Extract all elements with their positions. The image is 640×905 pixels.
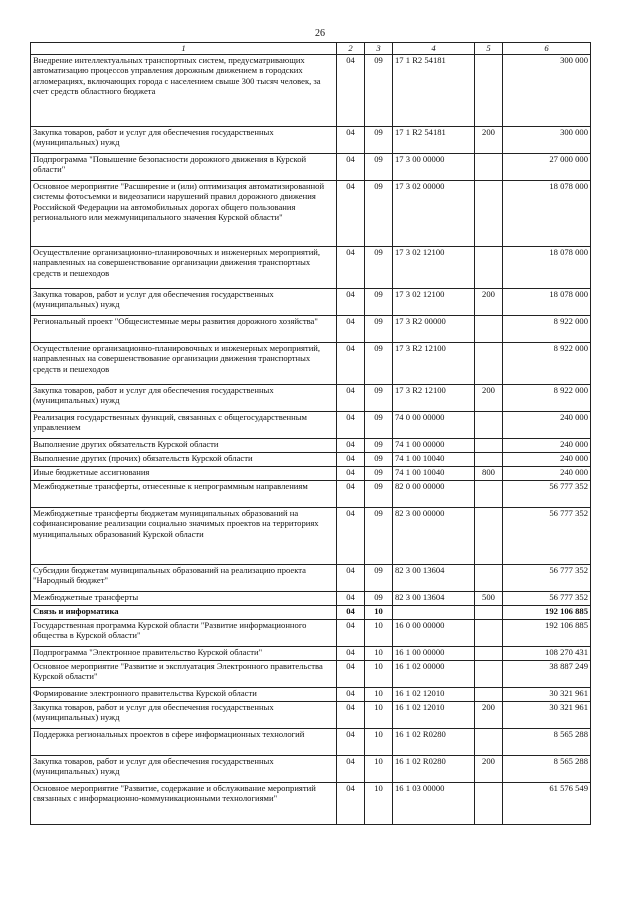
column-header: 2 (337, 43, 365, 55)
table-row (31, 508, 591, 565)
row-section: 04 (337, 453, 365, 467)
row-section: 04 (337, 508, 365, 565)
row-name: Осуществление организационно-планировочных и инженерных мероприятий, направленных на совершенствование организации движения транспортных средств и пешеходов (31, 343, 337, 385)
table-row (31, 467, 591, 481)
row-target-article: 17 1 R2 54181 (393, 127, 475, 154)
row-target-article: 16 1 02 12010 (393, 688, 475, 702)
row-amount: 18 078 000 (503, 181, 591, 247)
row-target-article: 82 3 00 13604 (393, 565, 475, 592)
row-section: 04 (337, 385, 365, 412)
row-amount: 8 922 000 (503, 343, 591, 385)
row-expense-type (475, 181, 503, 247)
row-target-article: 16 1 03 00000 (393, 783, 475, 825)
row-target-article: 16 0 00 00000 (393, 620, 475, 647)
row-target-article: 74 1 00 10040 (393, 453, 475, 467)
table-row (31, 55, 591, 127)
row-target-article: 17 3 00 00000 (393, 154, 475, 181)
row-subsection: 10 (365, 620, 393, 647)
table-row (31, 154, 591, 181)
row-section: 04 (337, 412, 365, 439)
row-name: Межбюджетные трансферты, отнесенные к непрограммным направлениям (31, 481, 337, 508)
row-name: Основное мероприятие "Развитие, содержание и обслуживание мероприятий связанных с информационно-коммуникационными технологиями" (31, 783, 337, 825)
row-name: Закупка товаров, работ и услуг для обеспечения государственных (муниципальных) нужд (31, 127, 337, 154)
row-section: 04 (337, 247, 365, 289)
row-section: 04 (337, 343, 365, 385)
row-amount: 56 777 352 (503, 508, 591, 565)
row-amount: 56 777 352 (503, 565, 591, 592)
row-subsection: 10 (365, 702, 393, 729)
table-row (31, 756, 591, 783)
row-expense-type: 200 (475, 127, 503, 154)
row-expense-type (475, 508, 503, 565)
row-expense-type (475, 729, 503, 756)
row-section: 04 (337, 783, 365, 825)
row-name: Основное мероприятие "Развитие и эксплуатация Электронного правительства Курской области" (31, 661, 337, 688)
row-amount: 8 922 000 (503, 316, 591, 343)
row-subsection: 09 (365, 565, 393, 592)
row-amount: 18 078 000 (503, 289, 591, 316)
table-row (31, 606, 591, 620)
table-row (31, 181, 591, 247)
table-row (31, 412, 591, 439)
row-name: Субсидии бюджетам муниципальных образований на реализацию проекта "Народный бюджет" (31, 565, 337, 592)
table-row (31, 688, 591, 702)
row-expense-type (475, 343, 503, 385)
row-section: 04 (337, 127, 365, 154)
column-header: 1 (31, 43, 337, 55)
row-expense-type: 500 (475, 592, 503, 606)
row-amount: 8 565 288 (503, 729, 591, 756)
row-target-article: 17 3 02 12100 (393, 289, 475, 316)
row-expense-type (475, 154, 503, 181)
row-name: Связь и информатика (31, 606, 337, 620)
row-subsection: 09 (365, 412, 393, 439)
row-name: Подпрограмма "Повышение безопасности дорожного движения в Курской области" (31, 154, 337, 181)
row-expense-type: 200 (475, 289, 503, 316)
row-target-article: 16 1 02 00000 (393, 661, 475, 688)
row-name: Реализация государственных функций, связанных с общегосударственным управлением (31, 412, 337, 439)
table-row (31, 247, 591, 289)
table-row (31, 647, 591, 661)
row-expense-type (475, 565, 503, 592)
row-target-article: 16 1 02 R0280 (393, 756, 475, 783)
row-section: 04 (337, 481, 365, 508)
table-row (31, 702, 591, 729)
row-name: Подпрограмма "Электронное правительство Курской области" (31, 647, 337, 661)
row-target-article: 17 3 02 00000 (393, 181, 475, 247)
row-target-article: 74 0 00 00000 (393, 412, 475, 439)
row-name: Формирование электронного правительства Курской области (31, 688, 337, 702)
row-expense-type (475, 316, 503, 343)
row-expense-type (475, 453, 503, 467)
row-subsection: 09 (365, 247, 393, 289)
row-subsection: 09 (365, 154, 393, 181)
row-subsection: 10 (365, 756, 393, 783)
row-expense-type (475, 688, 503, 702)
row-subsection: 09 (365, 385, 393, 412)
row-amount: 27 000 000 (503, 154, 591, 181)
row-expense-type (475, 247, 503, 289)
row-section: 04 (337, 729, 365, 756)
row-amount: 192 106 885 (503, 606, 591, 620)
row-amount: 300 000 (503, 55, 591, 127)
row-target-article: 17 3 02 12100 (393, 247, 475, 289)
row-name: Межбюджетные трансферты (31, 592, 337, 606)
row-target-article: 16 1 02 12010 (393, 702, 475, 729)
table-row (31, 592, 591, 606)
row-section: 04 (337, 154, 365, 181)
row-name: Выполнение других (прочих) обязательств Курской области (31, 453, 337, 467)
row-name: Региональный проект "Общесистемные меры развития дорожного хозяйства" (31, 316, 337, 343)
row-subsection: 09 (365, 453, 393, 467)
table-row (31, 289, 591, 316)
row-target-article: 74 1 00 00000 (393, 439, 475, 453)
column-header: 6 (503, 43, 591, 55)
budget-table (30, 42, 591, 825)
row-amount: 240 000 (503, 412, 591, 439)
row-name: Основное мероприятие "Расширение и (или) оптимизация автоматизированной системы фотосъемки и видеозаписи нарушений правил дорожного движения Российской Федерации на автомобильных дорогах общего пользования регионального или межмуниципального значения Курской области" (31, 181, 337, 247)
row-name: Внедрение интеллектуальных транспортных систем, предусматривающих автоматизацию процессов управления дорожным движением в городских агломерациях, включающих города с населением свыше 300 тысяч человек, за счет средств областного бюджета (31, 55, 337, 127)
table-row (31, 127, 591, 154)
row-name: Закупка товаров, работ и услуг для обеспечения государственных (муниципальных) нужд (31, 385, 337, 412)
row-target-article: 17 3 R2 12100 (393, 385, 475, 412)
row-amount: 8 565 288 (503, 756, 591, 783)
table-row (31, 343, 591, 385)
row-amount: 61 576 549 (503, 783, 591, 825)
row-target-article: 82 0 00 00000 (393, 481, 475, 508)
row-subsection: 09 (365, 127, 393, 154)
table-row (31, 729, 591, 756)
row-name: Закупка товаров, работ и услуг для обеспечения государственных (муниципальных) нужд (31, 289, 337, 316)
row-expense-type: 200 (475, 702, 503, 729)
row-amount: 192 106 885 (503, 620, 591, 647)
table-row (31, 453, 591, 467)
table-row (31, 316, 591, 343)
row-subsection: 10 (365, 647, 393, 661)
table-row (31, 783, 591, 825)
row-subsection: 09 (365, 508, 393, 565)
row-name: Закупка товаров, работ и услуг для обеспечения государственных (муниципальных) нужд (31, 756, 337, 783)
row-section: 04 (337, 620, 365, 647)
row-target-article (393, 606, 475, 620)
row-section: 04 (337, 702, 365, 729)
row-section: 04 (337, 181, 365, 247)
row-subsection: 09 (365, 289, 393, 316)
row-section: 04 (337, 467, 365, 481)
row-amount: 300 000 (503, 127, 591, 154)
row-target-article: 82 3 00 13604 (393, 592, 475, 606)
row-amount: 30 321 961 (503, 702, 591, 729)
column-header: 4 (393, 43, 475, 55)
row-amount: 240 000 (503, 439, 591, 453)
row-amount: 18 078 000 (503, 247, 591, 289)
row-expense-type (475, 55, 503, 127)
row-expense-type: 200 (475, 385, 503, 412)
table-row (31, 481, 591, 508)
row-name: Межбюджетные трансферты бюджетам муниципальных образований на софинансирование реализации социально значимых проектов на территориях муниципальных образований Курской области (31, 508, 337, 565)
row-subsection: 09 (365, 439, 393, 453)
row-section: 04 (337, 316, 365, 343)
row-amount: 56 777 352 (503, 592, 591, 606)
table-row (31, 439, 591, 453)
table-row (31, 661, 591, 688)
row-section: 04 (337, 756, 365, 783)
row-target-article: 74 1 00 10040 (393, 467, 475, 481)
row-expense-type (475, 783, 503, 825)
row-target-article: 17 1 R2 54181 (393, 55, 475, 127)
row-name: Закупка товаров, работ и услуг для обеспечения государственных (муниципальных) нужд (31, 702, 337, 729)
table-row (31, 565, 591, 592)
row-target-article: 82 3 00 00000 (393, 508, 475, 565)
row-name: Государственная программа Курской области "Развитие информационного общества в Курской области" (31, 620, 337, 647)
row-expense-type (475, 647, 503, 661)
row-section: 04 (337, 606, 365, 620)
row-subsection: 09 (365, 481, 393, 508)
row-expense-type (475, 481, 503, 508)
row-subsection: 09 (365, 343, 393, 385)
row-name: Осуществление организационно-планировочных и инженерных мероприятий, направленных на совершенствование организации движения транспортных средств и пешеходов (31, 247, 337, 289)
column-header: 3 (365, 43, 393, 55)
row-subsection: 09 (365, 592, 393, 606)
row-name: Иные бюджетные ассигнования (31, 467, 337, 481)
row-subsection: 10 (365, 606, 393, 620)
row-amount: 108 270 431 (503, 647, 591, 661)
row-section: 04 (337, 647, 365, 661)
row-expense-type (475, 439, 503, 453)
row-expense-type (475, 412, 503, 439)
row-subsection: 09 (365, 181, 393, 247)
table-header-row (31, 43, 591, 55)
row-target-article: 17 3 R2 12100 (393, 343, 475, 385)
row-subsection: 10 (365, 661, 393, 688)
row-section: 04 (337, 289, 365, 316)
row-section: 04 (337, 439, 365, 453)
page-number: 26 (315, 28, 325, 39)
row-expense-type (475, 606, 503, 620)
row-expense-type: 200 (475, 756, 503, 783)
row-expense-type: 800 (475, 467, 503, 481)
row-name: Выполнение других обязательств Курской области (31, 439, 337, 453)
row-target-article: 16 1 02 R0280 (393, 729, 475, 756)
row-amount: 30 321 961 (503, 688, 591, 702)
table-row (31, 385, 591, 412)
row-amount: 240 000 (503, 453, 591, 467)
row-target-article: 17 3 R2 00000 (393, 316, 475, 343)
row-expense-type (475, 620, 503, 647)
row-section: 04 (337, 565, 365, 592)
row-section: 04 (337, 592, 365, 606)
row-subsection: 10 (365, 783, 393, 825)
column-header: 5 (475, 43, 503, 55)
row-expense-type (475, 661, 503, 688)
row-amount: 8 922 000 (503, 385, 591, 412)
row-subsection: 09 (365, 316, 393, 343)
row-section: 04 (337, 55, 365, 127)
table-row (31, 620, 591, 647)
row-amount: 56 777 352 (503, 481, 591, 508)
row-name: Поддержка региональных проектов в сфере информационных технологий (31, 729, 337, 756)
row-subsection: 09 (365, 55, 393, 127)
row-subsection: 09 (365, 467, 393, 481)
row-section: 04 (337, 688, 365, 702)
row-section: 04 (337, 661, 365, 688)
row-amount: 38 887 249 (503, 661, 591, 688)
row-subsection: 10 (365, 729, 393, 756)
row-amount: 240 000 (503, 467, 591, 481)
row-subsection: 10 (365, 688, 393, 702)
row-target-article: 16 1 00 00000 (393, 647, 475, 661)
